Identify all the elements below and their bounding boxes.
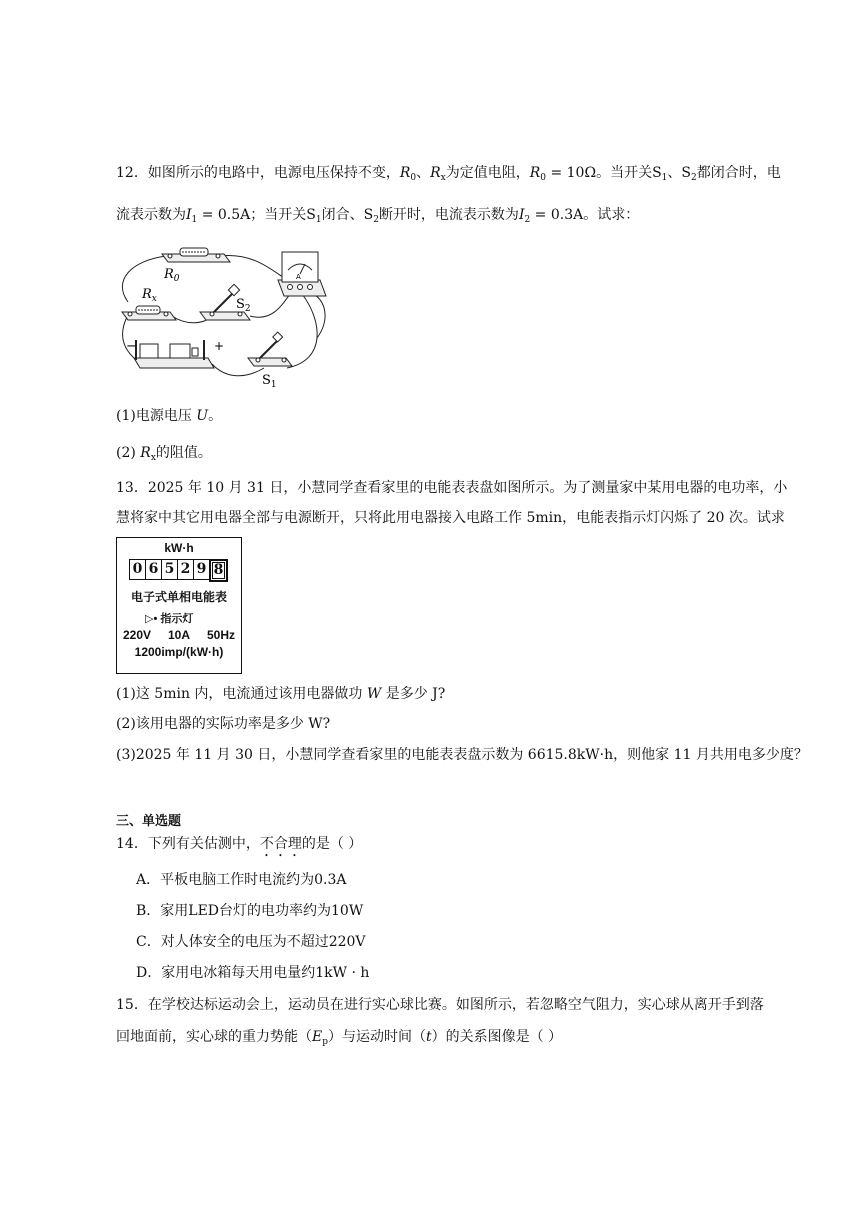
indicator-light-label: ▷• 指示灯 <box>145 613 194 625</box>
q14-option-c[interactable]: C．对人体安全的电压为不超过220V <box>136 934 366 950</box>
meter-constant: 1200imp/(kW·h) <box>134 645 224 659</box>
resistor-r0 <box>162 248 230 262</box>
battery-box <box>134 340 214 368</box>
meter-ratings: 220V 10A 50Hz <box>123 628 235 642</box>
q15-line-2: 回地面前，实心球的重力势能$(E_p)$与运动时间（t）的关系图像是（ ） <box>116 1029 563 1047</box>
meter-digit: 5 <box>161 559 178 580</box>
q13-sub-1: (1)这 5min 内，电流通过该用电器做功 W 是多少 J? <box>116 686 446 702</box>
switch-s1 <box>248 332 292 366</box>
wire <box>287 294 317 368</box>
circuit-diagram <box>112 240 340 390</box>
meter-digits <box>117 559 241 582</box>
q12-line-1: 12．如图所示的电路中，电源电压保持不变，$R_0$、$R_x$为定值电阻，$R_0 = 10\Omega$。当开关$S_1$、$S_2$都闭合时，电 <box>116 165 781 183</box>
q14-stem: 14．下列有关估测中，不合理的是（ ） <box>116 836 363 852</box>
s1-label: $S_1$ <box>262 373 277 390</box>
meter-digit: 9 <box>193 559 210 580</box>
q15-line-1: 15．在学校达标运动会上，运动员在进行实心球比赛。如图所示，若忽略空气阻力，实心球从离开手到落 <box>116 997 764 1013</box>
meter-digit-decimal: 8 <box>209 559 228 582</box>
meter-digit: 0 <box>129 559 146 580</box>
emphasis-text: 不合理 <box>259 836 302 852</box>
energy-meter-panel <box>116 537 242 674</box>
meter-name: 电子式单相电能表 <box>130 590 227 604</box>
resistor-rx <box>122 306 176 320</box>
wire <box>220 255 287 280</box>
q12-number: 12． <box>116 165 148 181</box>
q14-option-b[interactable]: B．家用LED台灯的电功率约为10W <box>136 903 364 919</box>
ammeter <box>278 252 326 296</box>
q13-sub-3: (3)2025 年 11 月 30 日，小慧同学查看家里的电能表表盘示数为 6615.8kW·h，则他家 11 月共用电多少度？ <box>116 747 808 763</box>
s2-label: $S_2$ <box>236 297 251 314</box>
section-heading: 三、单选题 <box>116 814 182 829</box>
rx-label: $R_x$ <box>142 287 157 304</box>
q12-sub-2: (2) $R_x$的阻值。 <box>116 445 212 463</box>
q14-option-d[interactable]: D．家用电冰箱每天用电量约1kW · h <box>136 965 370 981</box>
meter-digit: 2 <box>177 559 194 580</box>
plus-label: + <box>214 339 225 353</box>
q12-sub-1: (1)电源电压 U。 <box>116 408 223 424</box>
wire <box>250 294 290 317</box>
minus-label: − <box>126 339 137 354</box>
q13-sub-2: (2)该用电器的实际功率是多少 W? <box>116 716 331 732</box>
meter-unit: kW·h <box>164 541 194 555</box>
meter-digit: 6 <box>145 559 162 580</box>
q13-line-2: 慧将家中其它用电器全部与电源断开，只将此用电器接入电路工作 5min，电能表指示灯闪烁了 20 次。试求 <box>116 510 785 526</box>
q13-line-1: 13．2025 年 10 月 31 日，小慧同学查看家里的电能表表盘如图所示。为了测量家中某用电器的电功率，小 <box>116 480 788 496</box>
q14-option-a[interactable]: A．平板电脑工作时电流约为0.3A <box>136 872 347 888</box>
svg-text:A: A <box>296 273 301 281</box>
q12-line-2: 流表示数为$I_1 = 0.5A$；当开关$S_1$闭合、$S_2$断开时，电流表示数为$I_2 = 0.3A$。试求： <box>116 207 640 225</box>
r0-label: $R_0$ <box>164 267 180 284</box>
